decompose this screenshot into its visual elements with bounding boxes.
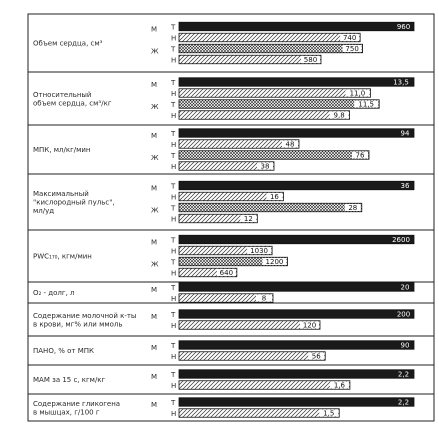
bar-value-label: 16 [269, 193, 279, 202]
bar [179, 129, 414, 138]
level-code: Н [171, 409, 177, 418]
bar [179, 140, 299, 149]
bar-value-label: 1200 [265, 258, 284, 267]
bar [179, 100, 379, 109]
sex-marker: Ж [151, 47, 159, 56]
category-label: PWC₁₇₀, кгм/мин [33, 252, 92, 261]
bar-value-label: 11,5 [358, 100, 374, 109]
bar-value-label: 1,6 [333, 381, 345, 390]
sex-marker: М [151, 343, 158, 352]
level-code: Т [171, 78, 176, 87]
bar [179, 352, 325, 361]
bar-value-label: 76 [355, 151, 365, 160]
group-2 [28, 72, 434, 125]
level-code: Т [171, 370, 176, 379]
bar [179, 22, 414, 31]
group-5 [28, 230, 434, 282]
level-code: Н [171, 381, 177, 390]
sex-marker: М [151, 25, 158, 34]
bar-value-label: 740 [342, 34, 357, 43]
sex-marker: Ж [151, 102, 159, 111]
level-code: Н [171, 140, 177, 149]
group-10 [28, 394, 434, 421]
bar-value-label: 120 [302, 321, 317, 330]
bar-value-label: 2,2 [397, 398, 410, 407]
bar-value-label: 11,0 [349, 89, 366, 98]
level-code: Н [171, 56, 177, 65]
bar-value-label: 8 [261, 294, 267, 303]
level-code: Т [171, 129, 176, 138]
level-code: Т [171, 23, 176, 32]
category-label: Объем сердца, см³ [33, 39, 103, 48]
bar [179, 341, 414, 350]
bar-value-label: 36 [400, 182, 410, 191]
category-label: Максимальный [33, 190, 89, 198]
level-code: Т [171, 100, 176, 109]
level-code: Т [171, 283, 176, 292]
category-label: в мышцах, г/100 г [33, 408, 100, 417]
category-label: Содержание гликогена [33, 399, 121, 408]
category-label: Относительный [33, 90, 92, 99]
bar-value-label: 200 [396, 310, 411, 319]
bar [179, 203, 362, 212]
bar [179, 33, 360, 42]
bar [179, 283, 414, 292]
bar-value-label: 960 [396, 23, 411, 32]
sex-marker: М [151, 372, 158, 381]
level-code: Н [171, 34, 177, 43]
bar [179, 370, 414, 379]
group-6 [28, 282, 434, 303]
sex-marker: М [151, 80, 158, 89]
bar [179, 321, 320, 330]
bar-value-label: 94 [400, 129, 410, 138]
bar-value-label: 28 [348, 204, 358, 213]
bar-value-label: 48 [285, 140, 295, 149]
level-code: Т [171, 182, 176, 191]
bar-value-label: 38 [260, 162, 270, 171]
group-9 [28, 365, 434, 394]
bar [179, 409, 339, 418]
bar-value-label: 1030 [250, 247, 269, 256]
category-label: "кислородный пульс", [33, 198, 115, 207]
sex-marker: М [151, 312, 158, 321]
sex-marker: М [151, 238, 158, 247]
level-code: Н [171, 294, 177, 303]
group-3 [28, 125, 434, 174]
bar-value-label: 12 [243, 215, 253, 224]
group-1 [28, 14, 434, 72]
sex-marker: М [151, 184, 158, 193]
level-code: Н [171, 269, 177, 278]
bar-value-label: 2,2 [397, 370, 410, 379]
level-code: Н [171, 247, 177, 256]
group-7 [28, 303, 434, 336]
level-code: Т [171, 236, 176, 245]
sex-marker: М [151, 400, 158, 409]
sex-marker: Ж [151, 206, 159, 215]
bar-value-label: 580 [303, 56, 318, 65]
sex-marker: М [151, 131, 158, 140]
bar [179, 55, 321, 64]
category-label: O₂ - долг, л [33, 289, 75, 297]
level-code: Н [171, 89, 177, 98]
level-code: Т [171, 204, 176, 213]
bar [179, 398, 414, 407]
bar-value-label: 640 [219, 269, 234, 278]
sex-marker: Ж [151, 153, 159, 162]
bar-value-label: 1,5 [323, 409, 335, 418]
bar-value-label: 750 [345, 45, 359, 54]
level-code: Н [171, 111, 177, 120]
bar [179, 78, 414, 87]
bar-value-label: 56 [311, 352, 321, 361]
bar-value-label: 20 [400, 283, 410, 292]
category-label: мл/уд [33, 207, 55, 215]
bar [179, 89, 370, 98]
bar [179, 310, 414, 319]
bar [179, 235, 414, 244]
bar [179, 111, 350, 120]
level-code: Т [171, 341, 176, 350]
sex-marker: Ж [151, 260, 159, 269]
category-label: объем сердца, см³/кг [33, 99, 112, 108]
group-4 [28, 174, 434, 230]
level-code: Т [171, 45, 176, 54]
category-label: ПАНО, % от МПК [33, 347, 95, 355]
level-code: Т [171, 310, 176, 319]
bar [179, 181, 414, 190]
category-label: МПК, мл/кг/мин [33, 146, 91, 154]
bar-value-label: 90 [400, 341, 410, 350]
bar [179, 381, 350, 390]
group-8 [28, 336, 434, 365]
category-label: в крови, мг% или ммоль [33, 320, 123, 329]
level-code: Т [171, 258, 176, 267]
bar-value-label: 9,8 [333, 111, 345, 120]
level-code: Н [171, 352, 177, 361]
bar-value-label: 2600 [392, 236, 410, 245]
sex-marker: М [151, 285, 158, 294]
category-label: Содержание молочной к-ты [33, 311, 137, 320]
bar-value-label: 13,5 [393, 78, 409, 87]
bar [179, 44, 363, 53]
category-label: МАМ за 15 с, кгм/кг [33, 376, 106, 384]
level-code: Н [171, 321, 177, 330]
level-code: Т [171, 398, 176, 407]
level-code: Т [171, 151, 176, 160]
level-code: Н [171, 193, 177, 202]
level-code: Н [171, 215, 177, 224]
bar [179, 151, 369, 160]
level-code: Н [171, 162, 177, 171]
